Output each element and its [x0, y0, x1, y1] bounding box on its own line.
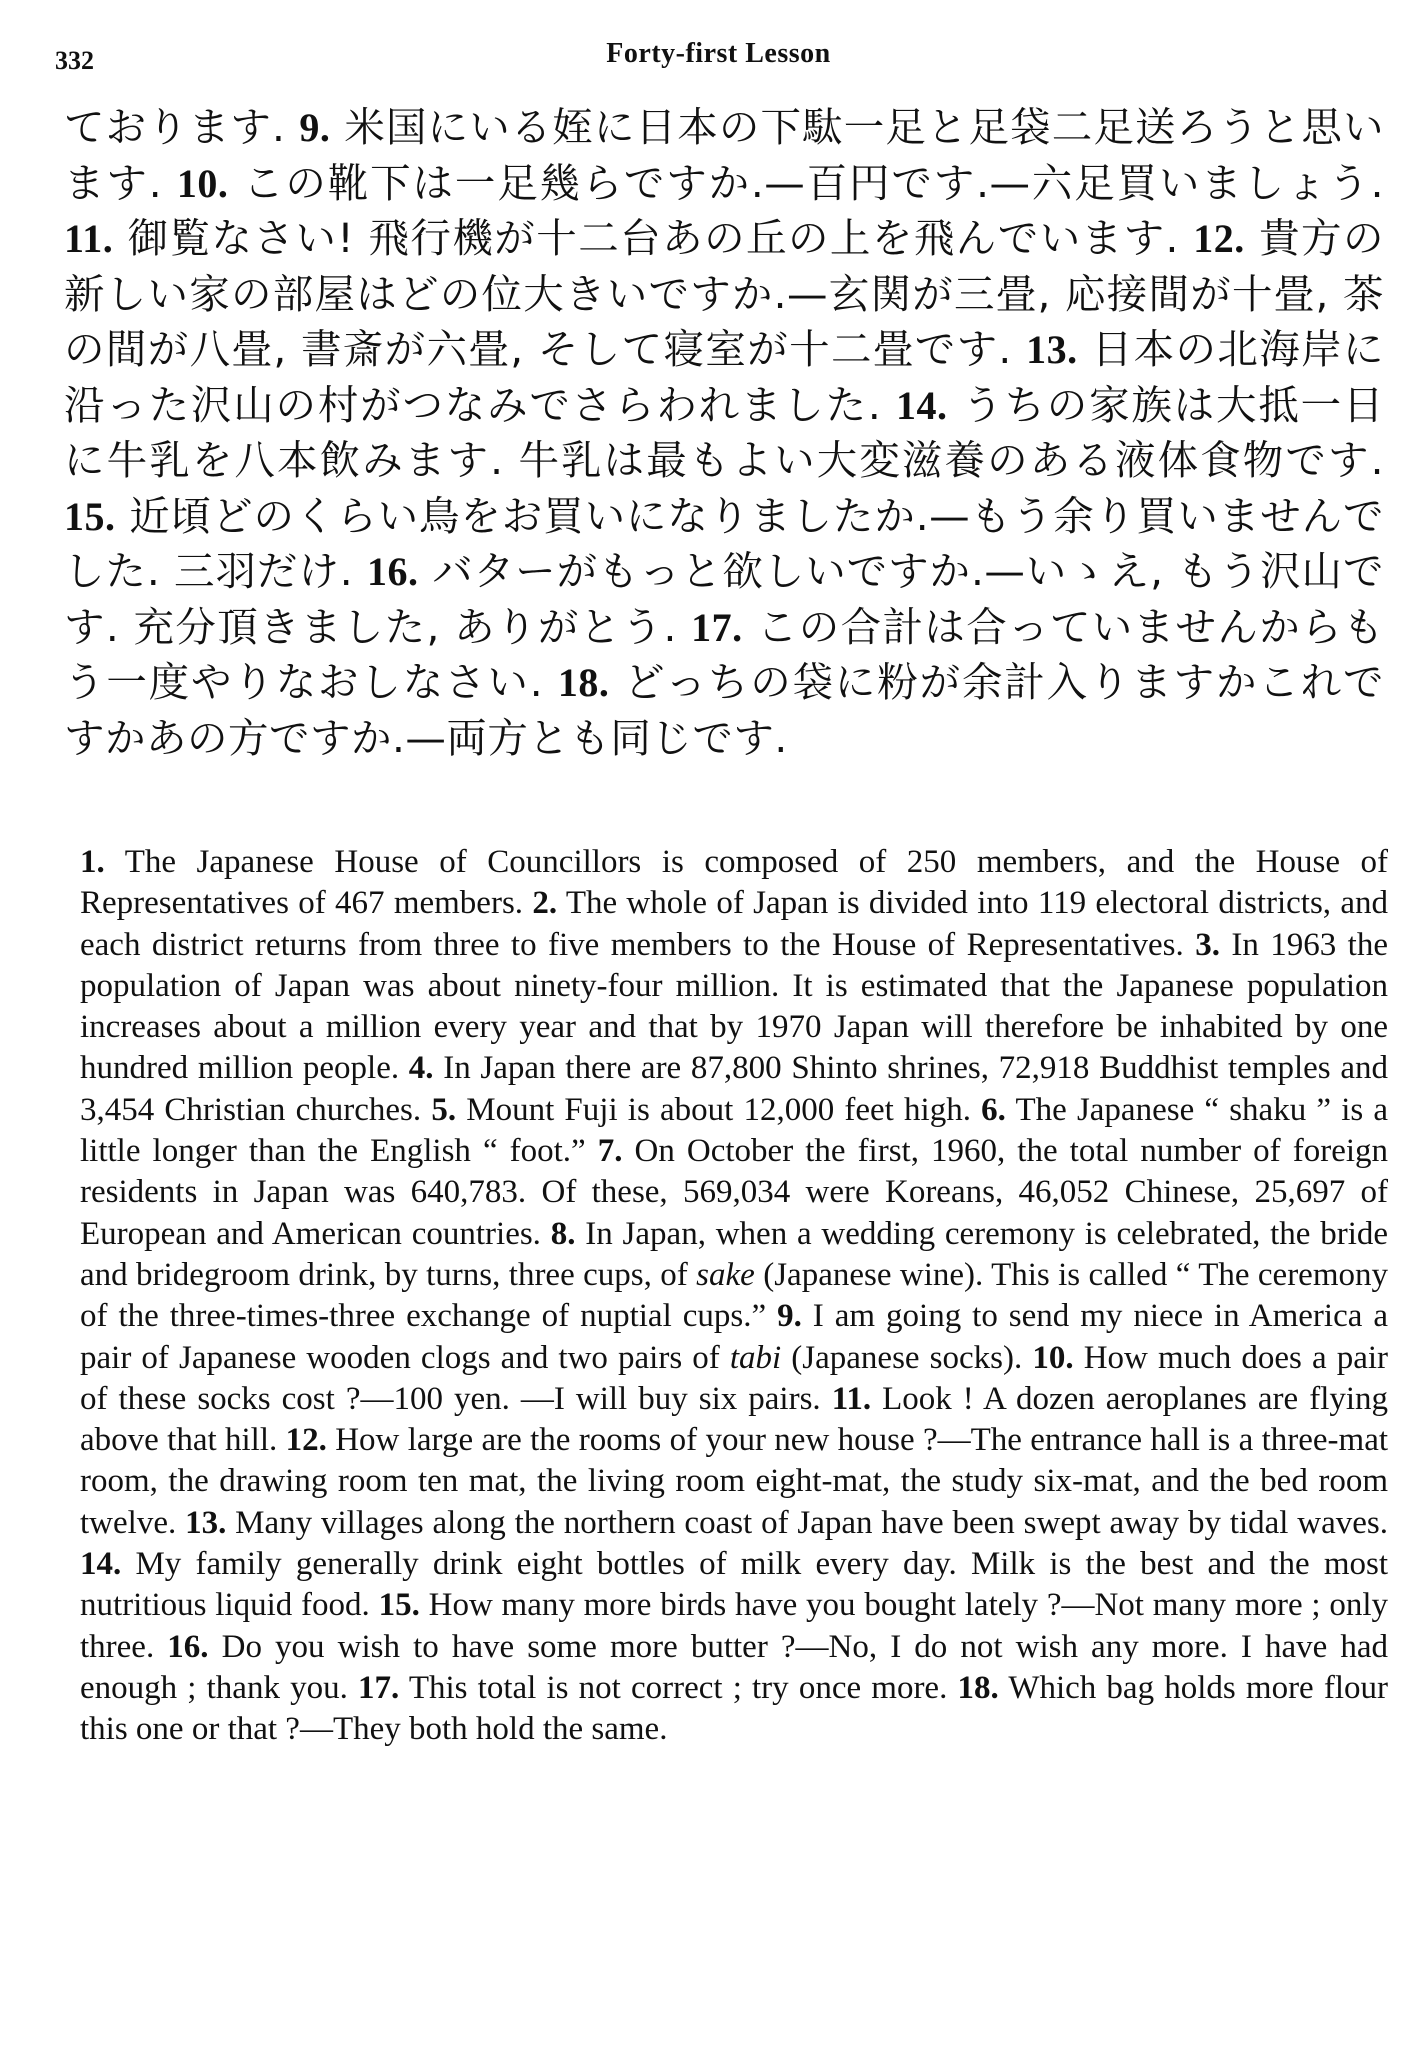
sentence-text: On October the first, 1960, the total number of foreign residents in Japan was 640,783. Of these, 569,034 were Koreans, 46,052 Chinese, 25,697 of European and American countries. [80, 1133, 1389, 1252]
sentence-number: 10. [176, 160, 229, 206]
sentence-number: 2. [532, 885, 558, 922]
sentence-text: Look ! A dozen aeroplanes are flying above that hill. [80, 1380, 1389, 1459]
sentence-number: 7. [597, 1133, 623, 1170]
japanese-intro: ております. [64, 103, 286, 151]
english-translation-text [80, 842, 1388, 1751]
sentence-text: The Japanese “ shaku ” is a little longer than the English “ foot.” [80, 1091, 1389, 1170]
sentence-number: 8. [550, 1215, 576, 1252]
english-sentence [358, 1670, 947, 1706]
sentence-text: バターがもっと欲しいですか.—いゝえ, もう沢山です. 充分頂きました, ありがとう. [64, 547, 1384, 651]
japanese-exercise-text [64, 100, 1384, 766]
sentence-number: 11. [64, 216, 114, 261]
sentence-text: Which bag holds more flour this one or that ?—They both hold the same. [80, 1669, 1389, 1748]
sentence-text: この合計は合っていませんからもう一度やりなおしなさい. [64, 602, 1385, 706]
japanese-sentence [177, 159, 1384, 207]
english-sentence [185, 1505, 1388, 1541]
italic-term: sake [696, 1256, 755, 1293]
sentence-number: 18. [957, 1669, 999, 1706]
sentence-text: How much does a pair of these socks cost ?—100 yen. —I will buy six pairs. [80, 1339, 1389, 1417]
sentence-text: 日本の北海岸に沿った沢山の村がつなみでさらわれました. [64, 325, 1385, 429]
sentence-number: 16. [167, 1628, 209, 1665]
sentence-text: How large are the rooms of your new house ?—The entrance hall is a three-mat room, the drawing room ten mat, the living room eight-mat, the study six-mat, and the bed room twelve. [80, 1422, 1389, 1541]
sentence-text: In 1963 the population of Japan was about ninety-four million. It is estimated that the Japanese population increases about a million every year and that by 1970 Japan will therefore be inhabited by one hundred million people. [80, 926, 1389, 1087]
sentence-number: 5. [431, 1091, 457, 1128]
page-number: 332 [55, 46, 94, 75]
sentence-text: The Japanese House of Councillors is composed of 250 members, and the House of Representatives of 467 members. [80, 844, 1388, 922]
sentence-text: The whole of Japan is divided into 119 electoral districts, and each district returns from three to five members to the House of Representatives. [80, 885, 1389, 963]
sentence-text: How many more birds have you bought lately ?—Not many more ; only three. [80, 1587, 1389, 1665]
sentence-number: 17. [691, 604, 743, 650]
sentence-number: 17. [358, 1669, 400, 1706]
sentence-number: 11. [831, 1380, 872, 1417]
english-sentence [431, 1092, 971, 1128]
sentence-text: うちの家族は大抵一日に牛乳を八本飲みます. 牛乳は最もよい大変滋養のある液体食物です. [64, 380, 1384, 484]
sentence-number: 14. [896, 382, 948, 428]
sentence-number: 15. [64, 493, 116, 539]
sentence-number: 10. [1032, 1339, 1074, 1376]
sentence-number: 12. [1193, 216, 1245, 261]
sentence-text: I am going to send my niece in America a pair of Japanese wooden clogs and two pairs of [80, 1298, 1389, 1376]
page-header [55, 36, 1382, 86]
sentence-number: 6. [981, 1091, 1006, 1128]
sentence-text: 貴方の新しい家の部屋はどの位大きいですか.—玄関が三畳, 応接間が十畳, 茶の間が八畳, 書斎が六畳, そして寝室が十二畳です. [64, 214, 1384, 373]
sentence-number: 4. [408, 1050, 434, 1087]
sentence-number: 14. [80, 1546, 122, 1583]
sentence-text: 御覧なさい! 飛行機が十二台あの丘の上を飛んでいます. [127, 214, 1179, 262]
italic-term: tabi [729, 1339, 782, 1376]
sentence-number: 15. [378, 1587, 420, 1624]
sentence-number: 3. [1195, 926, 1220, 963]
sentence-number: 13. [185, 1504, 227, 1541]
sentence-text: 近頃どのくらい鳥をお買いになりましたか.—もう余り買いませんでした. 三羽だけ. [64, 491, 1384, 595]
sentence-text: My family generally drink eight bottles of milk every day. Milk is the best and the most nutritious liquid food. [80, 1546, 1389, 1624]
sentence-number: 18. [557, 660, 610, 705]
sentence-text: This total is not correct ; try once more. [408, 1669, 948, 1706]
sentence-number: 9. [299, 105, 331, 150]
sentence-text: In Japan there are 87,800 Shinto shrines, 72,918 Buddhist temples and 3,454 Christian churches. [80, 1050, 1388, 1128]
japanese-sentence [64, 214, 1179, 262]
sentence-number: 1. [80, 844, 105, 880]
sentence-number: 16. [366, 549, 419, 594]
running-title: Forty-first Lesson [606, 38, 831, 69]
sentence-text: Do you wish to have some more butter ?—No, I do not wish any more. I have had enough ; thank you. [80, 1628, 1389, 1706]
sentence-text: (Japanese wine). This is called “ The ceremony of the three-times-three exchange of nuptial cups.” [80, 1256, 1388, 1335]
sentence-text: どっちの袋に粉が余計入りますかこれですかあの方ですか.—両方とも同じです. [64, 658, 1384, 762]
sentence-number: 12. [285, 1422, 327, 1459]
sentence-text: In Japan, when a wedding ceremony is celebrated, the bride and bridegroom drink, by turns, three cups, of [80, 1215, 1389, 1293]
sentence-text: 米国にいる姪に日本の下駄一足と足袋二足送ろうと思います. [64, 103, 1385, 207]
sentence-text: (Japanese socks). [781, 1339, 1023, 1376]
sentence-number: 13. [1026, 327, 1078, 372]
sentence-number: 9. [777, 1298, 802, 1335]
sentence-text: Mount Fuji is about 12,000 feet high. [466, 1091, 971, 1128]
sentence-text: Many villages along the northern coast of Japan have been swept away by tidal waves. [235, 1504, 1388, 1541]
sentence-text: この靴下は一足幾らですか.—百円です.—六足買いましょう. [243, 158, 1385, 207]
